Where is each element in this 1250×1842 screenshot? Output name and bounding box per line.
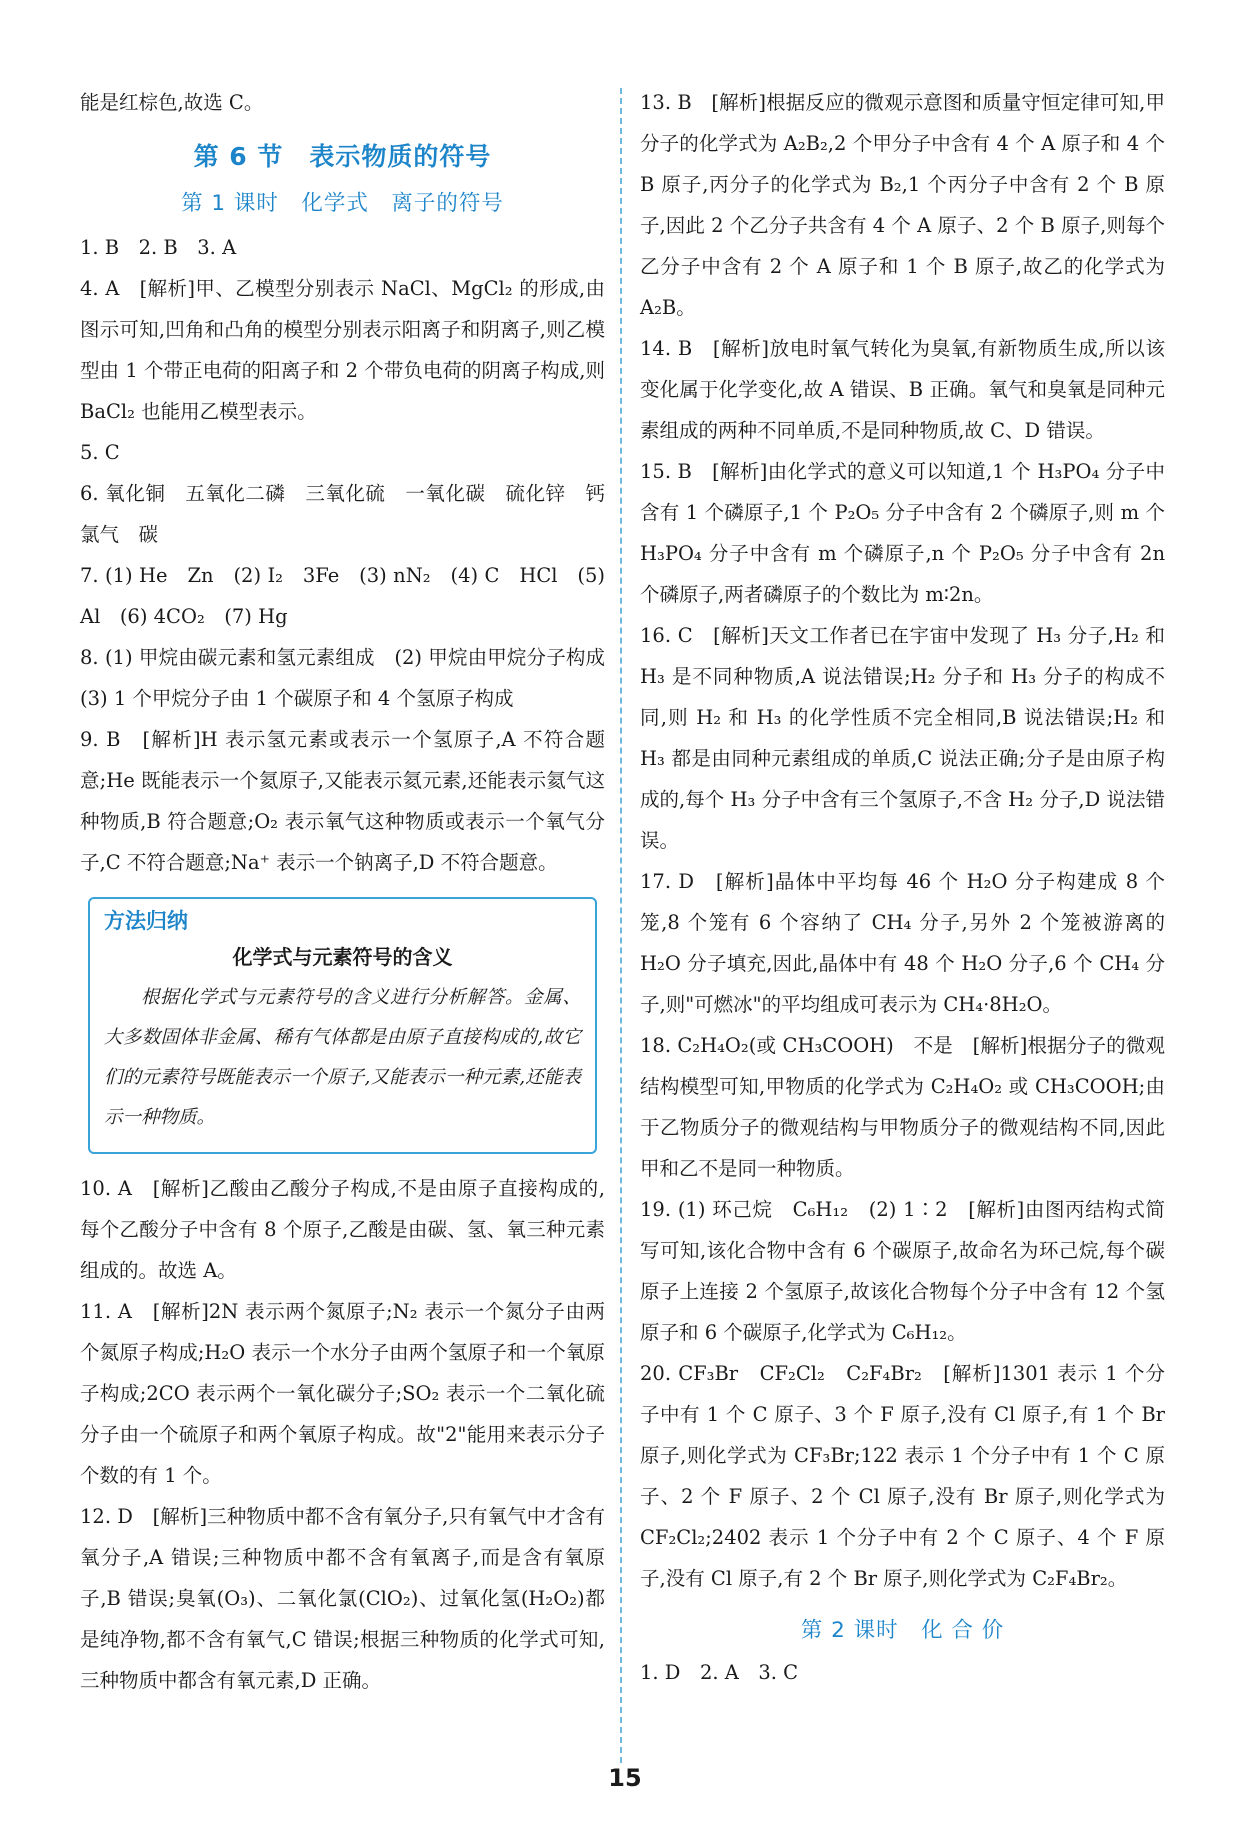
answer-item: 12. D [解析]三种物质中都不含有氧分子,只有氧气中才含有氧分子,A 错误;三种物质中都不含有氧离子,而是含有氧原子,B 错误;臭氧(O₃)、二氧化氯(ClO₂)、过氧化氢(H₂O₂)都是纯净物,都不含有氧气,C 错误;根据三种物质的化学式可知,三种物质中都含有氧元素,D 正确。 bbox=[80, 1505, 605, 1692]
answer-item: 11. A [解析]2N 表示两个氮原子;N₂ 表示一个氮分子由两个氮原子构成;H₂O 表示一个水分子由两个氢原子和一个氧原子构成;2CO 表示两个一氧化碳分子;SO₂ 表示一个二氧化硫分子由一个硫原子和两个氧原子构成。故"2"能用来表示分子个数的有 1 个。 bbox=[80, 1300, 605, 1487]
answer-item: 1. D 2. A 3. C bbox=[640, 1661, 799, 1684]
answer-item: 14. B [解析]放电时氧气转化为臭氧,有新物质生成,所以该变化属于化学变化,故 A 错误、B 正确。氧气和臭氧是同种元素组成的两种不同单质,不是同种物质,故 C、D 错误。 bbox=[640, 337, 1165, 442]
answer-item: 9. B [解析]H 表示氢元素或表示一个氢原子,A 不符合题意;He 既能表示一个氦原子,又能表示氦元素,还能表示氦气这种物质,B 符合题意;O₂ 表示氧气这种物质或表示一个氧气分子,C 不符合题意;Na⁺ 表示一个钠离子,D 不符合题意。 bbox=[80, 728, 605, 874]
intro-line: 能是红棕色,故选 C。 bbox=[80, 91, 264, 114]
answer-item: 15. B [解析]由化学式的意义可以知道,1 个 H₃PO₄ 分子中含有 1 个磷原子,1 个 P₂O₅ 分子中含有 2 个磷原子,则 m 个 H₃PO₄ 分子中含有 m 个磷原子,n 个 P₂O₅ 分子中含有 2n 个磷原子,两者磷原子的个数比为 m∶2n。 bbox=[640, 460, 1172, 606]
method-summary-box bbox=[88, 897, 597, 1154]
answer-item: 4. A [解析]甲、乙模型分别表示 NaCl、MgCl₂ 的形成,由图示可知,凹角和凸角的模型分别表示阳离子和阴离子,则乙模型由 1 个带正电荷的阳离子和 2 个带负电荷的阴离子构成,则 BaCl₂ 也能用乙模型表示。 bbox=[80, 277, 612, 423]
method-text: 根据化学式与元素符号的含义进行分析解答。金属、大多数固体非金属、稀有气体都是由原子直接构成的,故它们的元素符号既能表示一个原子,又能表示一种元素,还能表示一种物质。 bbox=[104, 987, 581, 1128]
answer-item: 19. (1) 环己烷 C₆H₁₂ (2) 1∶2 [解析]由图丙结构式简写可知,该化合物中含有 6 个碳原子,故命名为环己烷,每个碳原子上连接 2 个氢原子,故该化合物每个分子中含有 12 个氢原子和 6 个碳原子,化学式为 C₆H₁₂。 bbox=[640, 1198, 1165, 1344]
page-number: 15 bbox=[608, 1764, 642, 1792]
answer-item: 16. C [解析]天文工作者已在宇宙中发现了 H₃ 分子,H₂ 和 H₃ 是不同种物质,A 说法错误;H₂ 分子和 H₃ 分子的构成不同,则 H₂ 和 H₃ 的化学性质不完全相同,B 说法错误;H₂ 和 H₃ 都是由同种元素组成的单质,C 说法正确;分子是由原子构成的,每个 H₃ 分子中含有三个氢原子,不含 H₂ 分子,D 说法错误。 bbox=[640, 624, 1172, 852]
left-column bbox=[80, 82, 625, 1701]
answer-item: 17. D [解析]晶体中平均每 46 个 H₂O 分子构建成 8 个笼,8 个笼有 6 个容纳了 CH₄ 分子,另外 2 个笼被游离的 H₂O 分子填充,因此,晶体中有 48 个 H₂O 分子,6 个 CH₄ 分子,则"可燃冰"的平均组成可表示为 CH₄·8H₂O。 bbox=[640, 870, 1172, 1016]
answer-item: 1. B 2. B 3. A bbox=[80, 236, 237, 259]
method-label: 方法归纳 bbox=[104, 909, 188, 933]
answer-item: 8. (1) 甲烷由碳元素和氢元素组成 (2) 甲烷由甲烷分子构成 (3) 1 个甲烷分子由 1 个碳原子和 4 个氢原子构成 bbox=[80, 646, 625, 710]
method-heading: 化学式与元素符号的含义 bbox=[232, 945, 453, 969]
lesson-1-title: 第 1 课时 化学式 离子的符号 bbox=[181, 191, 504, 216]
column-divider bbox=[620, 88, 622, 1763]
answer-item: 7. (1) He Zn (2) I₂ 3Fe (3) nN₂ (4) C HCl (5) Al (6) 4CO₂ (7) Hg bbox=[80, 564, 612, 628]
answer-item: 10. A [解析]乙酸由乙酸分子构成,不是由原子直接构成的,每个乙酸分子中含有 8 个原子,乙酸是由碳、氢、氧三种元素组成的。故选 A。 bbox=[80, 1177, 605, 1282]
section-title: 第 6 节 表示物质的符号 bbox=[193, 142, 492, 171]
lesson-2-title: 第 2 课时 化 合 价 bbox=[800, 1618, 1005, 1643]
answer-item: 6. 氧化铜 五氧化二磷 三氧化硫 一氧化碳 硫化锌 钙 氯气 碳 bbox=[80, 482, 625, 546]
answer-item: 13. B [解析]根据反应的微观示意图和质量守恒定律可知,甲分子的化学式为 A₂B₂,2 个甲分子中含有 4 个 A 原子和 4 个 B 原子,丙分子的化学式为 B₂,1 个丙分子中含有 2 个 B 原子,因此 2 个乙分子共含有 4 个 A 原子、2 个 B 原子,则每个乙分子中含有 2 个 A 原子和 1 个 B 原子,故乙的化学式为 A₂B。 bbox=[640, 91, 1172, 319]
right-column bbox=[640, 82, 1172, 1693]
answer-item: 18. C₂H₄O₂(或 CH₃COOH) 不是 [解析]根据分子的微观结构模型可知,甲物质的化学式为 C₂H₄O₂ 或 CH₃COOH;由于乙物质分子的微观结构与甲物质分子的微观结构不同,因此甲和乙不是同一种物质。 bbox=[640, 1034, 1165, 1180]
answer-item: 5. C bbox=[80, 441, 120, 464]
answer-item: 20. CF₃Br CF₂Cl₂ C₂F₄Br₂ [解析]1301 表示 1 个分子中有 1 个 C 原子、3 个 F 原子,没有 Cl 原子,有 1 个 Br 原子,则化学式为 CF₃Br;122 表示 1 个分子中有 1 个 C 原子、2 个 F 原子、2 个 Cl 原子,没有 Br 原子,则化学式为 CF₂Cl₂;2402 表示 1 个分子中有 2 个 C 原子、4 个 F 原子,没有 Cl 原子,有 2 个 Br 原子,则化学式为 C₂F₄Br₂。 bbox=[640, 1362, 1172, 1590]
